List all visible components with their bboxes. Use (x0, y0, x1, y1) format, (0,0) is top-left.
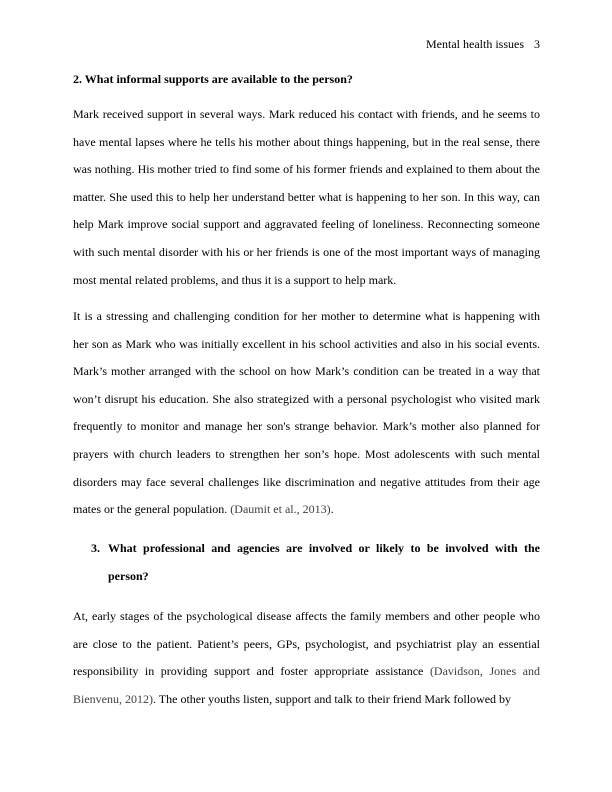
page-number: 3 (534, 37, 540, 51)
running-title: Mental health issues (426, 37, 524, 51)
section-3-heading-text: What professional and agencies are involved or likely to be involved with the person? (108, 541, 540, 583)
section-2-heading: 2. What informal supports are available to the person? (73, 72, 353, 86)
citation-daumit: (Daumit et al., 2013) (230, 502, 331, 517)
section-2-paragraph-1: Mark received support in several ways. Mark reduced his contact with friends, and he seems to have mental lapses where he tells his mother about things happening, but in the real sense, there was nothing. His mother tried to find some of his former friends and explained to them about the matter. She used this to help her understand better what is happening to her son. In this way, can help Mark improve social support and aggravated feeling of loneliness. Reconnecting someone with such mental disorder with his or her friends is one of the most important ways of managing most mental related problems, and thus it is a support to help mark. (73, 107, 540, 287)
section-2-paragraph-2 (73, 303, 540, 524)
section-3-number: 3. (91, 541, 100, 555)
section-3-paragraph (73, 603, 540, 713)
citation-davidson: (Davidson, Jones and Bienvenu, 2012) (73, 664, 541, 706)
running-header (426, 37, 540, 51)
section-3-paragraph-text: At, early stages of the psychological disease affects the family members and other people who are close to the patient. Patient’s peers, GPs, psychologist, and psychiatrist play an essential responsibility in providing support and foster appropriate assistance (73, 609, 540, 679)
section-3-heading (91, 535, 540, 590)
paragraph-2-text: It is a stressing and challenging condition for her mother to determine what is happening with her son as Mark who was initially excellent in his school activities and also in his social events. Mark’s mother arranged with the school on how Mark’s condition can be treated in a way that won’t disrupt his education. She also strategized with a personal psychologist who visited mark frequently to monitor and manage her son's strange behavior. Mark’s mother also planned for prayers with church leaders to strengthen her son’s hope. Most adolescents with such mental disorders may face several challenges like discrimination and negative attitudes from their age mates or the general population. (73, 309, 540, 517)
paragraph-2-end: . (330, 502, 334, 517)
section-3-paragraph-end: . The other youths listen, support and talk to their friend Mark followed by (153, 691, 512, 706)
